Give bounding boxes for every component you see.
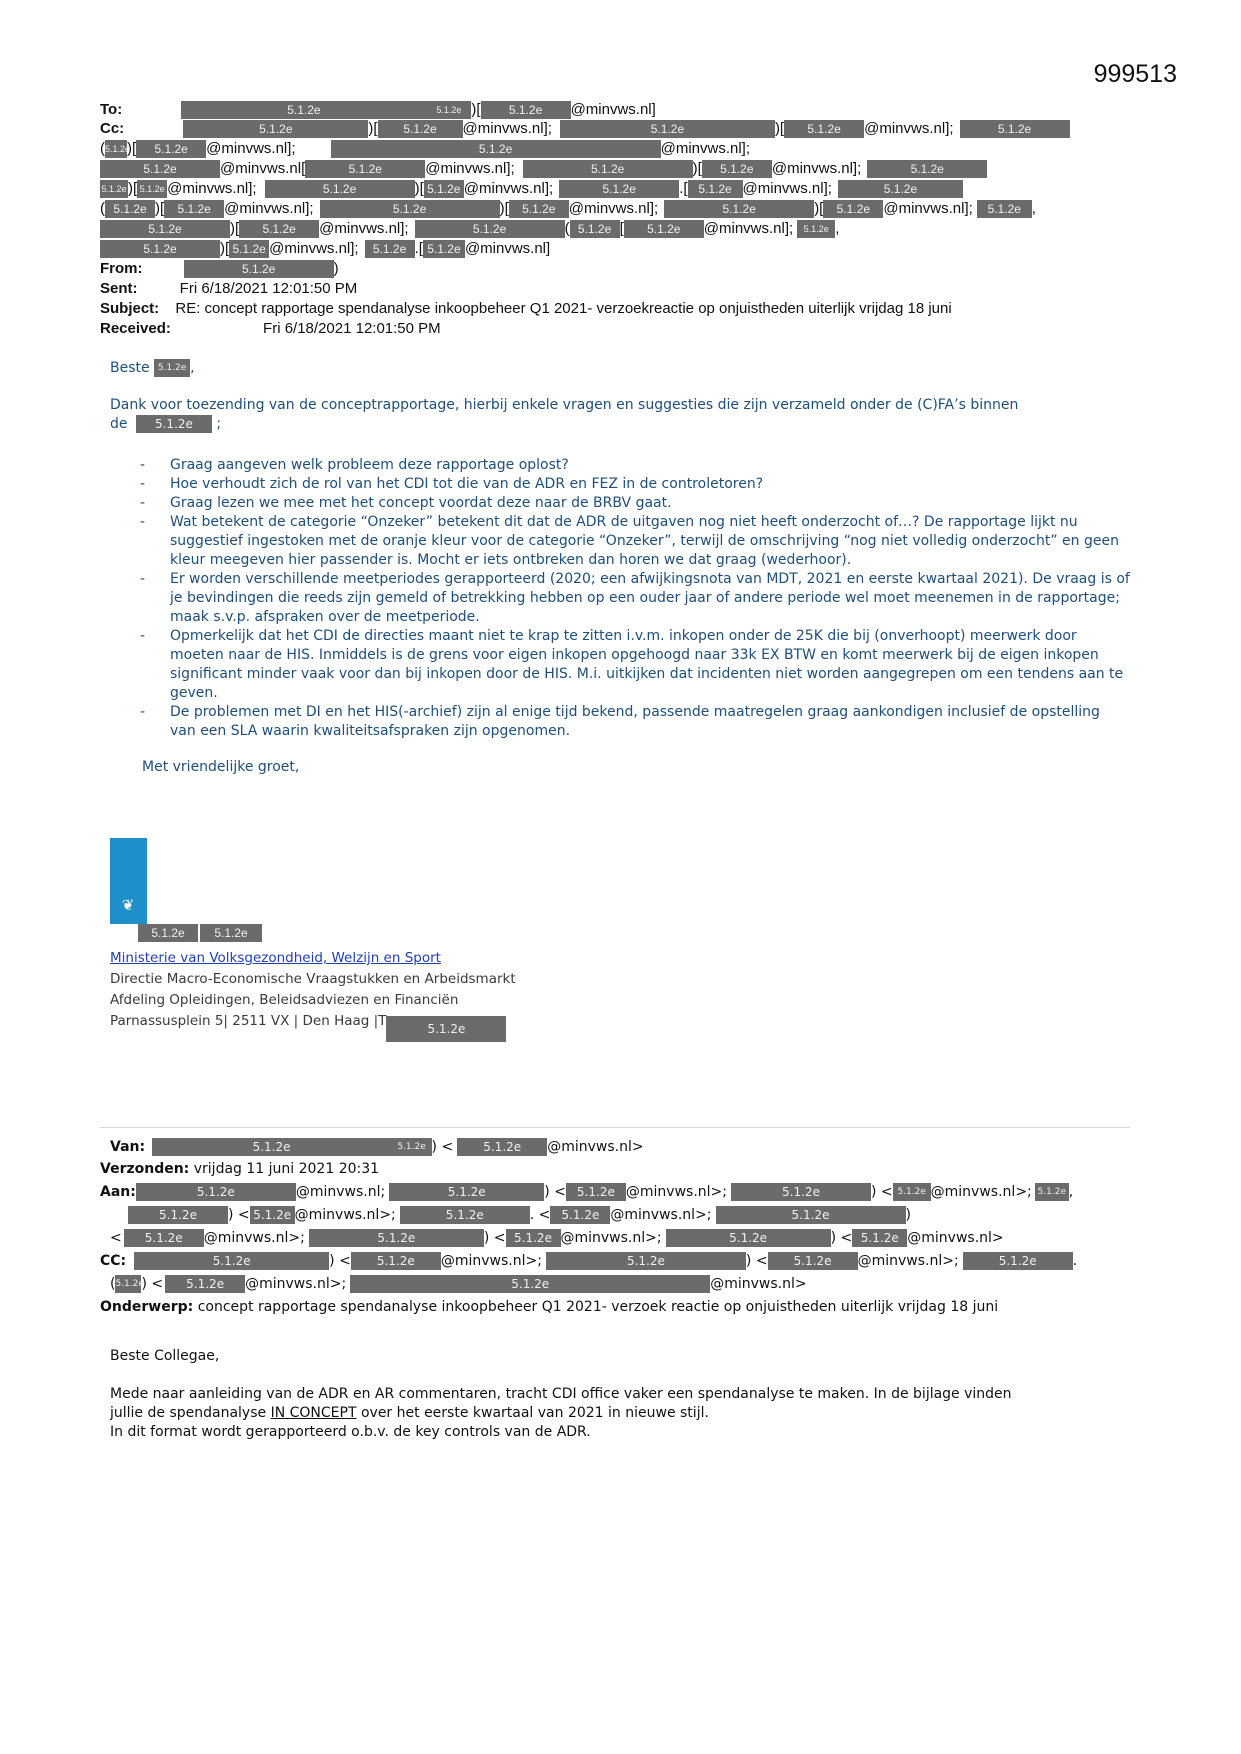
- redaction: 5.1.2e: [134, 1252, 329, 1270]
- cc-row-3: 5.1.2e @minvws.nl[ 5.1.2e @minvws.nl]; 5.1.2e )[ 5.1.2e @minvws.nl]; 5.1.2e: [100, 159, 987, 179]
- email-domain: @minvws.nl: [294, 1207, 380, 1223]
- signature-directorate: Directie Macro-Economische Vraagstukken en Arbeidsmarkt: [110, 971, 516, 987]
- p1-c-text: over het eerste kwartaal van 2021 in nieuwe stijl.: [360, 1405, 709, 1421]
- redaction: 5.1.2e: [424, 180, 464, 198]
- redaction: 5.1.2e: [331, 140, 661, 158]
- redaction: 5.1.2e: [392, 1138, 432, 1156]
- redaction: 5.1.2e: [309, 1229, 484, 1247]
- redaction: 5.1.2e: [481, 101, 571, 119]
- verzonden-row: [100, 1159, 379, 1179]
- email-domain: @minvws.nl: [570, 101, 652, 118]
- redaction: 5.1.2e: [100, 220, 230, 238]
- cc-orig-row-2: (5.1.2e) < 5.1.2e @minvws.nl>; 5.1.2e @minvws.nl>: [110, 1276, 807, 1292]
- redaction: 5.1.2e: [457, 1138, 547, 1156]
- redaction: 5.1.2e: [1035, 1183, 1069, 1201]
- from-label: From:: [100, 260, 143, 277]
- redaction: 5.1.2e: [265, 180, 415, 198]
- email-domain: @minvws.nl: [206, 140, 288, 157]
- signature-department: Afdeling Opleidingen, Beleidsadviezen en Financiën: [110, 992, 459, 1008]
- van-row: Van: 5.1.2e 5.1.2e ) < 5.1.2e @minvws.nl>: [110, 1139, 644, 1155]
- signature-name-redaction: [138, 924, 262, 942]
- onderwerp-value: concept rapportage spendanalyse inkoopbeheer Q1 2021- verzoek reactie op onjuistheden uiterlijk vrijdag 18 juni: [197, 1299, 999, 1315]
- redaction: 5.1.2e: [960, 120, 1070, 138]
- redaction: 5.1.2e: [200, 924, 262, 942]
- cc-orig-label: CC:: [100, 1253, 127, 1269]
- email-domain: @minvws.nl: [269, 240, 351, 257]
- signature-block: [110, 948, 516, 1042]
- redaction: 5.1.2e: [867, 160, 987, 178]
- redaction: 5.1.2e: [893, 1183, 931, 1201]
- cc-row: Cc: 5.1.2e )[ 5.1.2e @minvws.nl]; 5.1.2e )[ 5.1.2e @minvws.nl]; 5.1.2e: [100, 119, 1070, 139]
- email-domain: @minvws.nl: [440, 1253, 526, 1269]
- redaction: 5.1.2e: [378, 120, 463, 138]
- cc-row-2: (5.1.2e)[ 5.1.2e @minvws.nl]; 5.1.2e @minvws.nl];: [100, 140, 751, 157]
- redaction: 5.1.2e: [546, 1252, 746, 1270]
- redaction: 5.1.2e: [136, 1183, 296, 1201]
- redaction: 5.1.2e: [506, 1229, 561, 1247]
- redaction: 5.1.2e: [716, 1206, 906, 1224]
- email-domain: @minvws.nl: [319, 220, 401, 237]
- aan-row: Aan: 5.1.2e @minvws.nl; 5.1.2e ) < 5.1.2e @minvws.nl>; 5.1.2e ) < 5.1.2e @minvws.nl>; 5.1.2e ,: [100, 1184, 1074, 1200]
- redaction: 5.1.2e: [666, 1229, 831, 1247]
- in-concept-text: IN CONCEPT: [270, 1405, 357, 1421]
- list-item: - Wat betekent de categorie “Onzeker” betekent dit dat de ADR de uitgaven nog niet heeft onderzocht of…? De rapportage lijkt nu suggestief ingestoken met de oranje kleur voor de categorie “Onzeker”, terwijl de omschrijving “nog niet volledig onderzocht” en geen kleur meegeven hier passender is. Mocht er iets ontbreken dan horen we dat graag (wederhoor).: [140, 513, 1130, 570]
- verzonden-label: Verzonden:: [100, 1161, 190, 1177]
- redaction: 5.1.2e: [977, 200, 1032, 218]
- email-domain: @minvws.nl: [560, 1230, 646, 1246]
- redaction: 5.1.2e: [136, 415, 212, 433]
- received-row: [100, 319, 441, 339]
- redaction: 5.1.2e: [105, 140, 127, 158]
- redaction: 5.1.2e: [136, 140, 206, 158]
- redaction: 5.1.2e: [560, 120, 775, 138]
- email-domain: @minvws.nl: [742, 180, 824, 197]
- subject-value: RE: concept rapportage spendanalyse inkoopbeheer Q1 2021- verzoekreactie op onjuistheden uiterlijk vrijdag 18 juni: [175, 300, 952, 317]
- original-p1-a: Mede naar aanleiding van de ADR en AR commentaren, tracht CDI office vaker een spendanalyse te maken. In de bijlage vinden: [110, 1386, 1012, 1402]
- redaction: 5.1.2e: [105, 200, 155, 218]
- redaction: 5.1.2e: [184, 260, 334, 278]
- redaction: 5.1.2e: [320, 200, 500, 218]
- redaction: 5.1.2e: [100, 160, 220, 178]
- redaction: 5.1.2e: [688, 180, 743, 198]
- redaction: 5.1.2e: [138, 924, 198, 942]
- redaction: 5.1.2e: [523, 160, 693, 178]
- redaction: 5.1.2e: [389, 1183, 544, 1201]
- redaction: 5.1.2e: [351, 1252, 441, 1270]
- redaction: 5.1.2e: [963, 1252, 1073, 1270]
- aan-label: Aan:: [100, 1184, 136, 1200]
- email-domain: @minvws.nl: [710, 1276, 795, 1292]
- redaction: 5.1.2e: [400, 1206, 530, 1224]
- received-value: Fri 6/18/2021 12:01:50 PM: [263, 320, 441, 337]
- redaction: 5.1.2e: [165, 1275, 245, 1293]
- cc-row-6: 5.1.2e )[ 5.1.2e @minvws.nl]; 5.1.2e ( 5.1.2e [ 5.1.2e @minvws.nl]; 5.1.2e ,: [100, 219, 839, 239]
- redaction: 5.1.2e: [100, 240, 220, 258]
- redaction: 5.1.2e: [124, 1229, 204, 1247]
- reply-greeting: Beste 5.1.2e ,: [110, 360, 195, 376]
- email-domain: @minvws.nl: [203, 1230, 289, 1246]
- reply-bullet-list: [140, 456, 1130, 741]
- to-row: To: 5.1.2e 5.1.2e )[ 5.1.2e @minvws.nl]: [100, 101, 656, 118]
- redaction: 5.1.2e: [784, 120, 864, 138]
- redaction: 5.1.2e: [426, 101, 471, 119]
- message-divider: [100, 1127, 1130, 1128]
- redaction: 5.1.2e: [239, 220, 319, 238]
- van-label: Van:: [110, 1139, 146, 1155]
- reply-closing: Met vriendelijke groet,: [142, 759, 300, 775]
- redaction: 5.1.2e: [423, 240, 465, 258]
- cc-row-4: 5.1.2e)[ 5.1.2e @minvws.nl]; 5.1.2e )[ 5.1.2e @minvws.nl]; 5.1.2e .[ 5.1.2e @minvws.nl]; 5.1.2e: [100, 179, 963, 199]
- cc-orig-row: CC: 5.1.2e ) < 5.1.2e @minvws.nl>; 5.1.2e ) < 5.1.2e @minvws.nl>; 5.1.2e .: [100, 1253, 1078, 1269]
- from-row: From: 5.1.2e ): [100, 260, 339, 277]
- redaction: 5.1.2e: [415, 220, 565, 238]
- redaction: 5.1.2e: [229, 240, 269, 258]
- redaction: 5.1.2e: [823, 200, 883, 218]
- redaction: 5.1.2e: [624, 220, 704, 238]
- crest-icon: ❦: [121, 897, 135, 914]
- onderwerp-label: Onderwerp:: [100, 1299, 194, 1315]
- list-item: - Hoe verhoudt zich de rol van het CDI tot die van de ADR en FEZ in de controletoren?: [140, 475, 1130, 494]
- to-label: To:: [100, 101, 123, 118]
- redaction: 5.1.2e: [128, 1206, 228, 1224]
- redaction: 5.1.2e: [115, 1275, 141, 1293]
- email-domain: @minvws.nl: [907, 1230, 992, 1246]
- redaction: 5.1.2e: [838, 180, 963, 198]
- reply-intro-line2: de 5.1.2e ;: [110, 416, 222, 432]
- redaction: 5.1.2e: [852, 1229, 907, 1247]
- email-domain: @minvws.nl: [547, 1139, 632, 1155]
- verzonden-value: vrijdag 11 juni 2021 20:31: [193, 1161, 380, 1177]
- redaction: 5.1.2e: [702, 160, 772, 178]
- email-domain: @minvws.nl: [703, 220, 785, 237]
- received-label: Received:: [100, 320, 171, 337]
- subject-row: [100, 299, 952, 319]
- signature-address: Parnassusplein 5| 2511 VX | Den Haag |T: [110, 1013, 387, 1029]
- redaction: 5.1.2e: [183, 120, 368, 138]
- intro-line2-text: de: [110, 416, 128, 432]
- email-domain: @minvws.nl: [462, 120, 544, 137]
- redaction: 5.1.2e: [164, 200, 224, 218]
- aan-row-3: < 5.1.2e @minvws.nl>; 5.1.2e ) < 5.1.2e @minvws.nl>; 5.1.2e ) < 5.1.2e @minvws.nl>: [110, 1230, 1004, 1246]
- original-p1-b: [110, 1403, 709, 1423]
- redaction: 5.1.2e: [137, 180, 167, 198]
- subject-label: Subject:: [100, 300, 160, 317]
- email-domain: @minvws.nl: [568, 200, 650, 217]
- email-domain: @minvws.nl: [295, 1184, 381, 1200]
- email-domain: @minvws.nl: [625, 1184, 711, 1200]
- redaction: 5.1.2e: [797, 220, 835, 238]
- email-domain: @minvws.nl: [660, 140, 742, 157]
- original-p2: In dit format wordt gerapporteerd o.b.v. de key controls van de ADR.: [110, 1424, 591, 1440]
- sent-row: [100, 279, 357, 299]
- email-domain: @minvws.nl: [771, 160, 853, 177]
- email-domain: @minvws.nl: [425, 160, 507, 177]
- redaction: 5.1.2e: [664, 200, 814, 218]
- redaction: 5.1.2e: [305, 160, 425, 178]
- redaction: 5.1.2e: [570, 220, 620, 238]
- list-item: - De problemen met DI en het HIS(-archief) zijn al enige tijd bekend, passende maatregelen graag aankondigen inclusief de opstelling van een SLA waarin kwaliteitsafspraken zijn opgenomen.: [140, 703, 1130, 741]
- email-domain: @minvws.nl: [883, 200, 965, 217]
- email-domain: @minvws.nl: [220, 160, 302, 177]
- email-domain: @minvws.nl: [610, 1207, 696, 1223]
- list-item: - Graag aangeven welk probleem deze rapportage oplost?: [140, 456, 1130, 475]
- redaction: 5.1.2e: [386, 1016, 506, 1042]
- aan-row-2: 5.1.2e ) < 5.1.2e @minvws.nl>; 5.1.2e . < 5.1.2e @minvws.nl>; 5.1.2e ): [110, 1205, 911, 1225]
- email-domain: @minvws.nl: [464, 240, 547, 257]
- original-greeting: Beste Collegae,: [110, 1348, 220, 1364]
- email-domain: @minvws.nl: [864, 120, 946, 137]
- email-domain: @minvws.nl: [857, 1253, 943, 1269]
- redaction: 5.1.2e: [559, 180, 679, 198]
- email-domain: @minvws.nl: [930, 1184, 1016, 1200]
- email-domain: @minvws.nl: [167, 180, 249, 197]
- redaction: 5.1.2e: [154, 359, 190, 377]
- list-item: - Er worden verschillende meetperiodes gerapporteerd (2020; een afwijkingsnota van MDT, 2021 en eerste kwartaal 2021). De vraag is of je bevindingen die reeds zijn gemeld of betrekking hebben op een ouder jaar of andere periode wel moet meenemen in de rapportage; maak s.v.p. afspraken over de meetperiode.: [140, 570, 1130, 627]
- redaction: 5.1.2e: [566, 1183, 626, 1201]
- sent-label: Sent:: [100, 280, 138, 297]
- ministry-link[interactable]: Ministerie van Volksgezondheid, Welzijn en Sport: [110, 950, 441, 966]
- redaction: 5.1.2e: [181, 101, 426, 119]
- list-item: - Opmerkelijk dat het CDI de directies maant niet te krap te zitten i.v.m. inkopen onder de 25K die bij (onverhoopt) meerwerk door moeten naar de HIS. Inmiddels is de grens voor eigen inkopen opgehoogd naar 33k EX BTW en komt meerwerk bij de eigen inkopen significant minder vaak voor dan bij inkopen door de HIS. M.i. uitkijken dat incidenten niet worden aangegrepen om een tendens aan te geven.: [140, 627, 1130, 703]
- p1-b-text: jullie de spendanalyse: [110, 1405, 267, 1421]
- redaction: 5.1.2e: [100, 180, 128, 198]
- redaction: 5.1.2e: [550, 1206, 610, 1224]
- email-domain: @minvws.nl: [463, 180, 545, 197]
- document-number: 999513: [1093, 60, 1177, 88]
- redaction: 5.1.2e: [152, 1138, 392, 1156]
- redaction: 5.1.2e: [350, 1275, 710, 1293]
- redaction: 5.1.2e: [731, 1183, 871, 1201]
- ministry-logo: [110, 838, 147, 924]
- reply-intro: Dank voor toezending van de conceptrapportage, hierbij enkele vragen en suggesties die zijn verzameld onder de (C)FA’s binnen: [110, 397, 1019, 413]
- greeting-text: Beste: [110, 360, 150, 376]
- cc-label: Cc:: [100, 120, 125, 137]
- cc-row-5: ( 5.1.2e )[ 5.1.2e @minvws.nl]; 5.1.2e )[ 5.1.2e @minvws.nl]; 5.1.2e )[ 5.1.2e @minvws.nl]; 5.1.2e ,: [100, 200, 1036, 217]
- redaction: 5.1.2e: [509, 200, 569, 218]
- onderwerp-row: [100, 1297, 998, 1317]
- redaction: 5.1.2e: [365, 240, 415, 258]
- email-domain: @minvws.nl: [245, 1276, 330, 1292]
- sent-value: Fri 6/18/2021 12:01:50 PM: [179, 280, 358, 297]
- cc-row-7: 5.1.2e )[ 5.1.2e @minvws.nl]; 5.1.2e .[ 5.1.2e @minvws.nl]: [100, 239, 550, 259]
- list-item: - Graag lezen we mee met het concept voordat deze naar de BRBV gaat.: [140, 494, 1130, 513]
- redaction: 5.1.2e: [768, 1252, 858, 1270]
- email-domain: @minvws.nl: [224, 200, 306, 217]
- redaction: 5.1.2e: [250, 1206, 295, 1224]
